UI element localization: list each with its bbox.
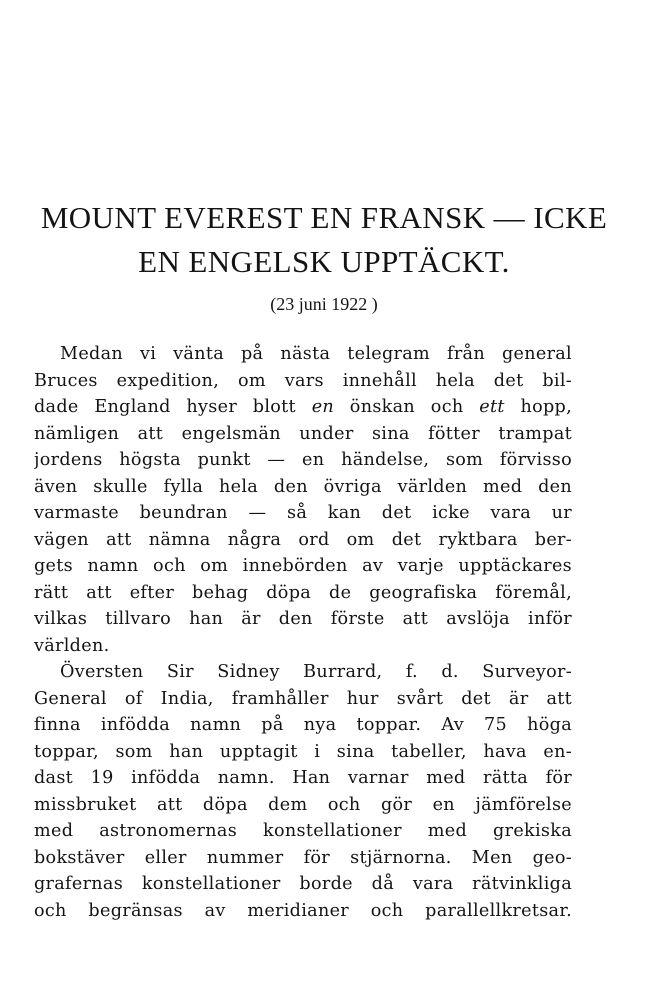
text-line: med astronomernas konstellationer med grekiska [34,821,572,841]
text-line: bokstäver eller nummer för stjärnorna. Men geo- [34,847,572,868]
text-line: grafernas konstellationer borde då vara rätvinkliga [34,874,572,894]
text-line: finna infödda namn på nya toppar. Av 75 höga [34,715,572,735]
chapter-title-line-2: EN ENGELSK UPPTÄCKT. [138,244,510,279]
emphasized-word: ett [479,397,505,417]
text-line: rätt att efter behag döpa de geografiska föremål, [34,582,572,603]
chapter-date: (23 juni 1922 ) [270,294,378,314]
text-line [34,394,572,421]
text-line: världen. [34,635,110,656]
chapter-title-line-1: MOUNT EVEREST EN FRANSK — ICKE [40,200,608,235]
text-line: Medan vi vänta på nästa telegram från general [60,344,572,364]
text-line: dast 19 infödda namn. Han varnar med rätta för [34,768,572,788]
text-line: vägen att nämna några ord om det ryktbara ber- [34,529,572,550]
text-line: även skulle fylla hela den övriga världen med den [34,476,572,497]
text-segment: önskan och [334,397,480,417]
text-line: Bruces expedition, om vars innehåll hela det bil- [34,370,572,391]
text-line: och begränsas av meridianer och parallellkretsar. [34,900,572,921]
text-line: jordens högsta punkt — en händelse, som förvisso [34,450,572,470]
body-text [34,341,572,924]
text-segment: hopp, [504,397,572,417]
text-line: Översten Sir Sidney Burrard, f. d. Surveyor- [60,662,572,682]
text-segment: dade England hyser blott [34,397,312,417]
text-line: toppar, som han upptagit i sina tabeller, hava en- [34,741,572,762]
text-line: vilkas tillvaro han är den förste att avslöja inför [34,609,572,629]
text-line: gets namn och om innebörden av varje upptäckares [34,556,572,576]
emphasized-word: en [311,397,335,417]
text-line: varmaste beundran — så kan det icke vara ur [34,503,572,523]
text-line: nämligen att engelsmän under sina fötter trampat [34,423,572,444]
text-line: General of India, framhåller hur svårt det är att [34,688,572,709]
text-line: missbruket att döpa dem och gör en jämförelse [34,794,572,815]
